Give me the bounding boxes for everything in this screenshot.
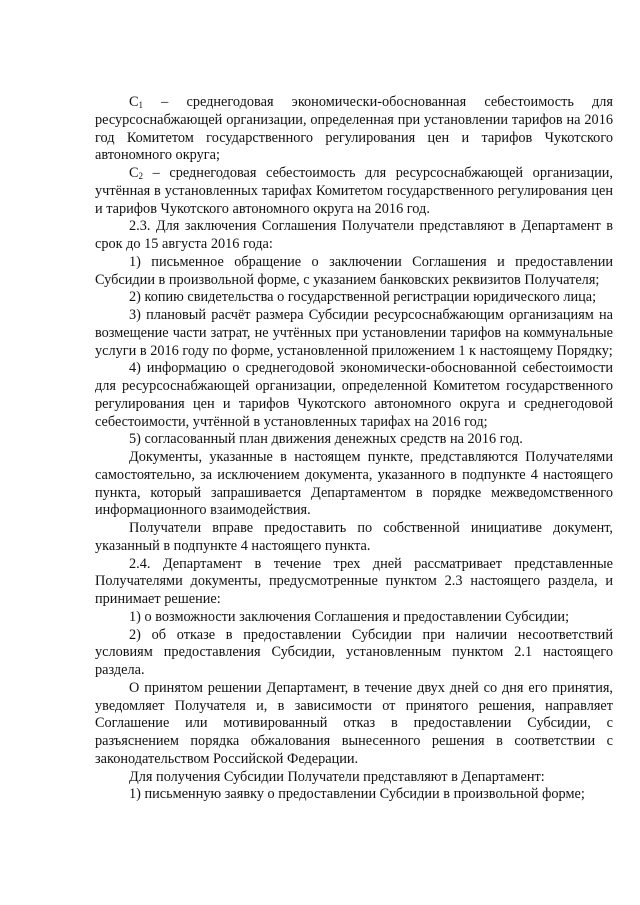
- paragraph-2-3-item-4: 4) информацию о среднегодовой экономически-обоснованной себестоимости для ресурсоснабжающей организации, определенной Комитетом государственного регулирования цен и тарифов Чукотского автономного округа и среднегодовой себестоимости, учтённой в установленных тарифах на 2016 год;: [95, 360, 613, 430]
- paragraph-2-4: 2.4. Департамент в течение трех дней рассматривает представленные Получателями документы, предусмотренные пунктом 2.3 настоящего раздела, и принимает решение:: [95, 555, 613, 607]
- c1-symbol: C: [129, 94, 139, 110]
- c1-definition-text: – среднегодовая экономически-обоснованная себестоимость для ресурсоснабжающей организации, определенная при установлении тарифов на 2016 год Комитетом государственного регулирования цен и тарифов Чукотского автономного округа;: [95, 94, 613, 164]
- c2-symbol: C: [129, 165, 139, 181]
- paragraph-2-3-item-5: 5) согласованный план движения денежных средств на 2016 год.: [129, 431, 523, 448]
- paragraph-obtain-subsidy: Для получения Субсидии Получатели представляют в Департамент:: [129, 768, 545, 785]
- c1-subscript: 1: [138, 100, 144, 110]
- c2-subscript: 2: [138, 171, 144, 181]
- paragraph-2-3: 2.3. Для заключения Соглашения Получатели представляют в Департамент в срок до 15 августа 2016 года:: [95, 218, 613, 252]
- paragraph-documents: Документы, указанные в настоящем пункте, представляются Получателями самостоятельно, за исключением документа, указанного в подпункте 4 настоящего пункта, который запрашивается Департаментом в порядке межведомственного информационного взаимодействия.: [95, 449, 613, 519]
- c2-definition-text: – среднегодовая себестоимость для ресурсоснабжающей организации, учтённая в установленных тарифах Комитетом государственного регулирования цен и тарифов Чукотского автономного округа на 2016 год.: [95, 165, 613, 217]
- paragraph-2-3-item-3: 3) плановый расчёт размера Субсидии ресурсоснабжающим организациям на возмещение части затрат, не учтённых при установлении тарифов на коммунальные услуги в 2016 году по форме, установленной приложением 1 к настоящему Порядку;: [95, 307, 613, 359]
- paragraph-2-4-item-1: 1) о возможности заключения Соглашения и предоставлении Субсидии;: [129, 608, 570, 625]
- paragraph-2-3-item-1: 1) письменное обращение о заключении Соглашения и предоставлении Субсидии в произвольной форме, с указанием банковских реквизитов Получателя;: [95, 253, 613, 288]
- paragraph-2-3-item-2: 2) копию свидетельства о государственной регистрации юридического лица;: [129, 289, 597, 306]
- paragraph-decision-notice: О принятом решении Департамент, в течение двух дней со дня его принятия, уведомляет Получателя и, в зависимости от принятого решения, направляет Соглашение или мотивированный отказ в предоставлении Субсидии, с разъяснением порядка обжалования вынесенного решения в соответствии с законодательством Российской Федерации.: [95, 679, 613, 767]
- paragraph-obtain-item-1: 1) письменную заявку о предоставлении Субсидии в произвольной форме;: [129, 786, 585, 803]
- paragraph-right-to-provide: Получатели вправе предоставить по собственной инициативе документ, указанный в подпункте 4 настоящего пункта.: [95, 520, 613, 554]
- paragraph-c2-definition: [95, 165, 613, 218]
- paragraph-2-4-item-2: 2) об отказе в предоставлении Субсидии при наличии несоответствий условиям предоставления Субсидии, установленным пунктом 2.1 настоящего раздела.: [95, 626, 613, 678]
- document-body: [95, 94, 613, 804]
- paragraph-c1-definition: [95, 94, 613, 165]
